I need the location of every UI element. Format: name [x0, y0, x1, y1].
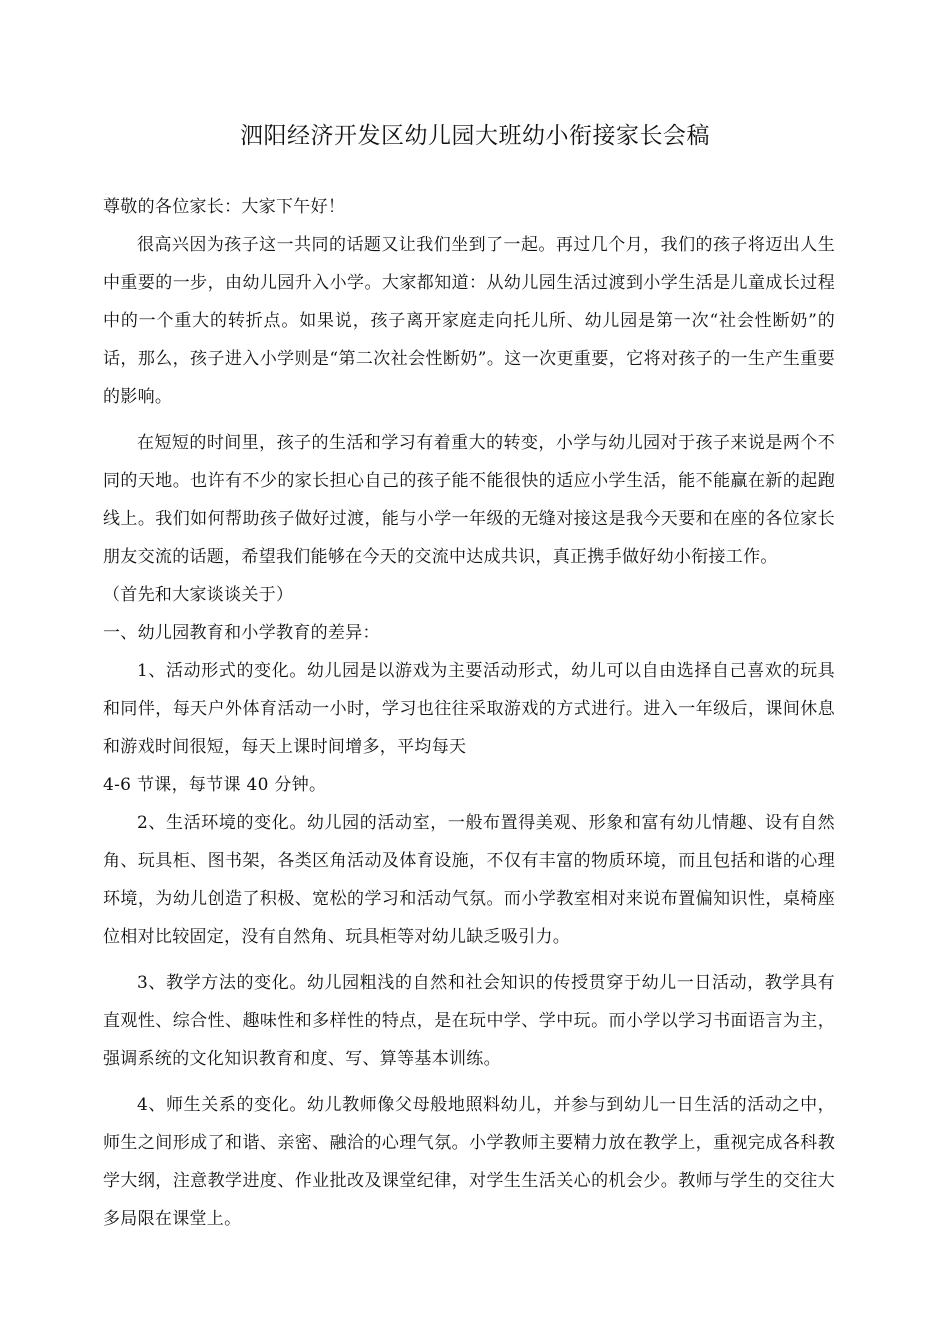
section-heading: 一、幼儿园教育和小学教育的差异： [103, 623, 380, 643]
item-3-paragraph: 3、教学方法的变化。幼儿园粗浅的自然和社会知识的传授贯穿于幼儿一日活动，教学具有直观性、综合性、趣味性和多样性的特点，是在玩中学、学中玩。而小学以学习书面语言为主，强调系统的文化知识教育和度、写、算等基本训练。 [103, 973, 835, 1069]
item-1-paragraph: 1、活动形式的变化。幼儿园是以游戏为主要活动形式，幼儿可以自由选择自己喜欢的玩具和同伴，每天户外体育活动一小时，学习也往往采取游戏的方式进行。进入一年级后，课间休息和游戏时间很短，每天上课时间增多，平均每天 [103, 661, 835, 757]
item-1-tail: 4-6 节课，每节课 40 分钟。 [103, 775, 327, 795]
item-4-paragraph: 4、师生关系的变化。幼儿教师像父母般地照料幼儿，并参与到幼儿一日生活的活动之中，师生之间形成了和谐、亲密、融洽的心理气氛。小学教师主要精力放在教学上，重视完成各科教学大纲，注意教学进度、作业批改及课堂纪律，对学生生活关心的机会少。教师与学生的交往大多局限在课堂上。 [103, 1095, 835, 1229]
intro-paragraph-1: 很高兴因为孩子这一共同的话题又让我们坐到了一起。再过几个月，我们的孩子将迈出人生中重要的一步，由幼儿园升入小学。大家都知道：从幼儿园生活过渡到小学生活是儿童成长过程中的一个重大的转折点。如果说，孩子离开家庭走向托儿所、幼儿园是第一次“社会性断奶”的话，那么，孩子进入小学则是“第二次社会性断奶”。这一次更重要，它将对孩子的一生产生重要的影响。 [103, 235, 835, 407]
document-title: 泗阳经济开发区幼儿园大班幼小衔接家长会稿 [240, 123, 710, 149]
intro-paragraph-2: 在短短的时间里，孩子的生活和学习有着重大的转变，小学与幼儿园对于孩子来说是两个不同的天地。也许有不少的家长担心自己的孩子能不能很快的适应小学生活，能不能赢在新的起跑线上。我们如何帮助孩子做好过渡，能与小学一年级的无缝对接这是我今天要和在座的各位家长朋友交流的话题，希望我们能够在今天的交流中达成共识，真正携手做好幼小衔接工作。 [103, 433, 835, 567]
item-2-paragraph: 2、生活环境的变化。幼儿园的活动室，一般布置得美观、形象和富有幼儿情趣、设有自然角、玩具柜、图书架，各类区角活动及体育设施，不仅有丰富的物质环境，而且包括和谐的心理环境，为幼儿创造了积极、宽松的学习和活动气氛。而小学教室相对来说布置偏知识性，桌椅座位相对比较固定，没有自然角、玩具柜等对幼儿缺乏吸引力。 [103, 813, 835, 947]
aside-note: （首先和大家谈谈关于） [103, 585, 294, 605]
document-body [103, 188, 835, 1238]
greeting: 尊敬的各位家长：大家下午好！ [103, 197, 346, 217]
